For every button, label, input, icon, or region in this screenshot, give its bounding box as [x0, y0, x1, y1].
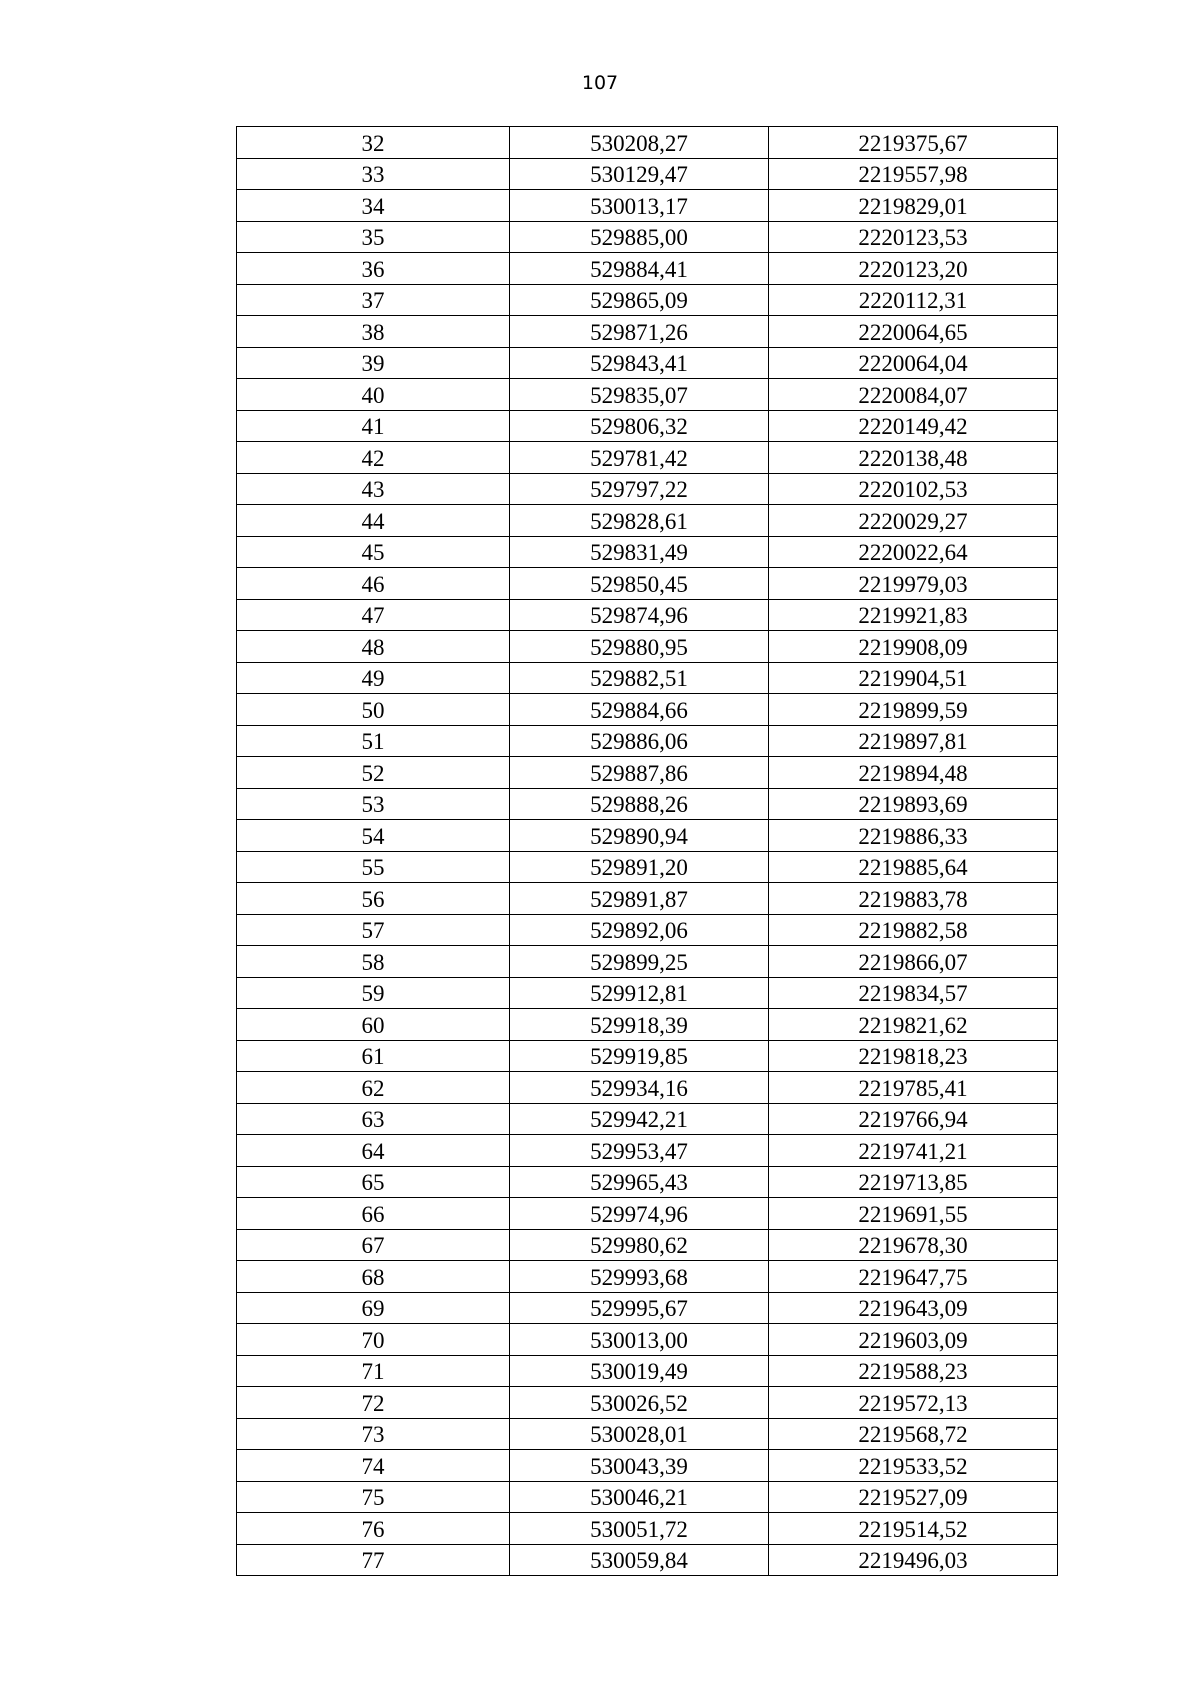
table-row: [237, 1261, 1058, 1293]
x-coordinate-cell: 529953,47: [510, 1135, 769, 1167]
point-number-cell: 34: [237, 190, 510, 222]
x-coordinate-cell: 529891,87: [510, 883, 769, 915]
x-coordinate-cell: 529885,00: [510, 221, 769, 253]
y-coordinate-cell: 2220123,20: [769, 253, 1058, 285]
point-number-cell: 50: [237, 694, 510, 726]
point-number-cell: 33: [237, 158, 510, 190]
table-row: [237, 1135, 1058, 1167]
x-coordinate-cell: 529865,09: [510, 284, 769, 316]
x-coordinate-cell: 529880,95: [510, 631, 769, 663]
y-coordinate-cell: 2219557,98: [769, 158, 1058, 190]
point-number-cell: 65: [237, 1166, 510, 1198]
x-coordinate-cell: 529871,26: [510, 316, 769, 348]
y-coordinate-cell: 2219818,23: [769, 1040, 1058, 1072]
x-coordinate-cell: 529995,67: [510, 1292, 769, 1324]
point-number-cell: 58: [237, 946, 510, 978]
table-row: [237, 1072, 1058, 1104]
point-number-cell: 69: [237, 1292, 510, 1324]
table-row: [237, 158, 1058, 190]
table-row: [237, 379, 1058, 411]
table-row: [237, 820, 1058, 852]
point-number-cell: 61: [237, 1040, 510, 1072]
table-row: [237, 1040, 1058, 1072]
y-coordinate-cell: 2219886,33: [769, 820, 1058, 852]
coordinates-table: [236, 126, 1058, 1576]
y-coordinate-cell: 2220084,07: [769, 379, 1058, 411]
x-coordinate-cell: 530208,27: [510, 127, 769, 159]
table-row: [237, 725, 1058, 757]
point-number-cell: 32: [237, 127, 510, 159]
x-coordinate-cell: 530043,39: [510, 1450, 769, 1482]
table-row: [237, 253, 1058, 285]
table-row: [237, 473, 1058, 505]
x-coordinate-cell: 529887,86: [510, 757, 769, 789]
table-row: [237, 1513, 1058, 1545]
y-coordinate-cell: 2219785,41: [769, 1072, 1058, 1104]
y-coordinate-cell: 2219713,85: [769, 1166, 1058, 1198]
point-number-cell: 37: [237, 284, 510, 316]
table-row: [237, 1198, 1058, 1230]
table-row: [237, 946, 1058, 978]
point-number-cell: 67: [237, 1229, 510, 1261]
point-number-cell: 43: [237, 473, 510, 505]
y-coordinate-cell: 2219834,57: [769, 977, 1058, 1009]
y-coordinate-cell: 2219496,03: [769, 1544, 1058, 1576]
table-row: [237, 914, 1058, 946]
y-coordinate-cell: 2219572,13: [769, 1387, 1058, 1419]
y-coordinate-cell: 2219647,75: [769, 1261, 1058, 1293]
x-coordinate-cell: 529892,06: [510, 914, 769, 946]
table-row: [237, 1292, 1058, 1324]
point-number-cell: 60: [237, 1009, 510, 1041]
page-number: 107: [581, 72, 619, 94]
x-coordinate-cell: 529919,85: [510, 1040, 769, 1072]
point-number-cell: 62: [237, 1072, 510, 1104]
table-row: [237, 1229, 1058, 1261]
y-coordinate-cell: 2219643,09: [769, 1292, 1058, 1324]
point-number-cell: 38: [237, 316, 510, 348]
table-row: [237, 190, 1058, 222]
x-coordinate-cell: 529888,26: [510, 788, 769, 820]
y-coordinate-cell: 2220064,65: [769, 316, 1058, 348]
x-coordinate-cell: 530019,49: [510, 1355, 769, 1387]
point-number-cell: 75: [237, 1481, 510, 1513]
table-row: [237, 694, 1058, 726]
y-coordinate-cell: 2220102,53: [769, 473, 1058, 505]
y-coordinate-cell: 2219603,09: [769, 1324, 1058, 1356]
x-coordinate-cell: 530129,47: [510, 158, 769, 190]
y-coordinate-cell: 2219741,21: [769, 1135, 1058, 1167]
x-coordinate-cell: 529974,96: [510, 1198, 769, 1230]
y-coordinate-cell: 2219527,09: [769, 1481, 1058, 1513]
y-coordinate-cell: 2220149,42: [769, 410, 1058, 442]
point-number-cell: 64: [237, 1135, 510, 1167]
point-number-cell: 48: [237, 631, 510, 663]
table-row: [237, 977, 1058, 1009]
y-coordinate-cell: 2219908,09: [769, 631, 1058, 663]
point-number-cell: 77: [237, 1544, 510, 1576]
table-row: [237, 1324, 1058, 1356]
y-coordinate-cell: 2220029,27: [769, 505, 1058, 537]
point-number-cell: 70: [237, 1324, 510, 1356]
point-number-cell: 36: [237, 253, 510, 285]
table-row: [237, 347, 1058, 379]
x-coordinate-cell: 529835,07: [510, 379, 769, 411]
point-number-cell: 76: [237, 1513, 510, 1545]
x-coordinate-cell: 529993,68: [510, 1261, 769, 1293]
point-number-cell: 68: [237, 1261, 510, 1293]
point-number-cell: 39: [237, 347, 510, 379]
y-coordinate-cell: 2219691,55: [769, 1198, 1058, 1230]
table-row: [237, 284, 1058, 316]
x-coordinate-cell: 529934,16: [510, 1072, 769, 1104]
table-row: [237, 505, 1058, 537]
point-number-cell: 52: [237, 757, 510, 789]
x-coordinate-cell: 530046,21: [510, 1481, 769, 1513]
y-coordinate-cell: 2219883,78: [769, 883, 1058, 915]
y-coordinate-cell: 2219921,83: [769, 599, 1058, 631]
point-number-cell: 49: [237, 662, 510, 694]
x-coordinate-cell: 529831,49: [510, 536, 769, 568]
x-coordinate-cell: 529899,25: [510, 946, 769, 978]
table-row: [237, 631, 1058, 663]
y-coordinate-cell: 2219894,48: [769, 757, 1058, 789]
table-row: [237, 1481, 1058, 1513]
table-row: [237, 757, 1058, 789]
table-row: [237, 127, 1058, 159]
table-row: [237, 1450, 1058, 1482]
point-number-cell: 41: [237, 410, 510, 442]
table-row: [237, 221, 1058, 253]
point-number-cell: 45: [237, 536, 510, 568]
table-row: [237, 599, 1058, 631]
table-row: [237, 1166, 1058, 1198]
x-coordinate-cell: 530013,00: [510, 1324, 769, 1356]
x-coordinate-cell: 529797,22: [510, 473, 769, 505]
table-row: [237, 1418, 1058, 1450]
x-coordinate-cell: 529781,42: [510, 442, 769, 474]
table-row: [237, 442, 1058, 474]
y-coordinate-cell: 2219897,81: [769, 725, 1058, 757]
x-coordinate-cell: 529965,43: [510, 1166, 769, 1198]
x-coordinate-cell: 529918,39: [510, 1009, 769, 1041]
x-coordinate-cell: 530028,01: [510, 1418, 769, 1450]
y-coordinate-cell: 2219821,62: [769, 1009, 1058, 1041]
y-coordinate-cell: 2219588,23: [769, 1355, 1058, 1387]
y-coordinate-cell: 2219766,94: [769, 1103, 1058, 1135]
point-number-cell: 73: [237, 1418, 510, 1450]
point-number-cell: 57: [237, 914, 510, 946]
y-coordinate-cell: 2219514,52: [769, 1513, 1058, 1545]
y-coordinate-cell: 2220022,64: [769, 536, 1058, 568]
point-number-cell: 66: [237, 1198, 510, 1230]
x-coordinate-cell: 529980,62: [510, 1229, 769, 1261]
x-coordinate-cell: 530026,52: [510, 1387, 769, 1419]
x-coordinate-cell: 529828,61: [510, 505, 769, 537]
x-coordinate-cell: 529806,32: [510, 410, 769, 442]
table-row: [237, 1387, 1058, 1419]
y-coordinate-cell: 2219979,03: [769, 568, 1058, 600]
point-number-cell: 55: [237, 851, 510, 883]
point-number-cell: 53: [237, 788, 510, 820]
y-coordinate-cell: 2220123,53: [769, 221, 1058, 253]
point-number-cell: 72: [237, 1387, 510, 1419]
table-row: [237, 1355, 1058, 1387]
x-coordinate-cell: 529874,96: [510, 599, 769, 631]
table-row: [237, 568, 1058, 600]
point-number-cell: 47: [237, 599, 510, 631]
y-coordinate-cell: 2220064,04: [769, 347, 1058, 379]
y-coordinate-cell: 2219893,69: [769, 788, 1058, 820]
point-number-cell: 59: [237, 977, 510, 1009]
table-row: [237, 883, 1058, 915]
x-coordinate-cell: 530059,84: [510, 1544, 769, 1576]
y-coordinate-cell: 2219899,59: [769, 694, 1058, 726]
x-coordinate-cell: 529890,94: [510, 820, 769, 852]
y-coordinate-cell: 2220112,31: [769, 284, 1058, 316]
x-coordinate-cell: 529942,21: [510, 1103, 769, 1135]
y-coordinate-cell: 2219829,01: [769, 190, 1058, 222]
table-row: [237, 410, 1058, 442]
point-number-cell: 44: [237, 505, 510, 537]
table-row: [237, 536, 1058, 568]
y-coordinate-cell: 2219375,67: [769, 127, 1058, 159]
y-coordinate-cell: 2219882,58: [769, 914, 1058, 946]
point-number-cell: 35: [237, 221, 510, 253]
y-coordinate-cell: 2220138,48: [769, 442, 1058, 474]
point-number-cell: 51: [237, 725, 510, 757]
point-number-cell: 56: [237, 883, 510, 915]
table-row: [237, 316, 1058, 348]
point-number-cell: 74: [237, 1450, 510, 1482]
y-coordinate-cell: 2219904,51: [769, 662, 1058, 694]
table-row: [237, 1544, 1058, 1576]
x-coordinate-cell: 529891,20: [510, 851, 769, 883]
point-number-cell: 40: [237, 379, 510, 411]
point-number-cell: 71: [237, 1355, 510, 1387]
y-coordinate-cell: 2219678,30: [769, 1229, 1058, 1261]
table-row: [237, 662, 1058, 694]
x-coordinate-cell: 529884,41: [510, 253, 769, 285]
y-coordinate-cell: 2219568,72: [769, 1418, 1058, 1450]
table-row: [237, 788, 1058, 820]
point-number-cell: 63: [237, 1103, 510, 1135]
coordinates-table-body: [237, 127, 1058, 1576]
x-coordinate-cell: 530051,72: [510, 1513, 769, 1545]
table-row: [237, 851, 1058, 883]
point-number-cell: 46: [237, 568, 510, 600]
x-coordinate-cell: 529882,51: [510, 662, 769, 694]
y-coordinate-cell: 2219533,52: [769, 1450, 1058, 1482]
x-coordinate-cell: 529886,06: [510, 725, 769, 757]
y-coordinate-cell: 2219885,64: [769, 851, 1058, 883]
x-coordinate-cell: 529912,81: [510, 977, 769, 1009]
table-row: [237, 1009, 1058, 1041]
point-number-cell: 42: [237, 442, 510, 474]
x-coordinate-cell: 530013,17: [510, 190, 769, 222]
y-coordinate-cell: 2219866,07: [769, 946, 1058, 978]
x-coordinate-cell: 529884,66: [510, 694, 769, 726]
x-coordinate-cell: 529850,45: [510, 568, 769, 600]
x-coordinate-cell: 529843,41: [510, 347, 769, 379]
point-number-cell: 54: [237, 820, 510, 852]
table-row: [237, 1103, 1058, 1135]
